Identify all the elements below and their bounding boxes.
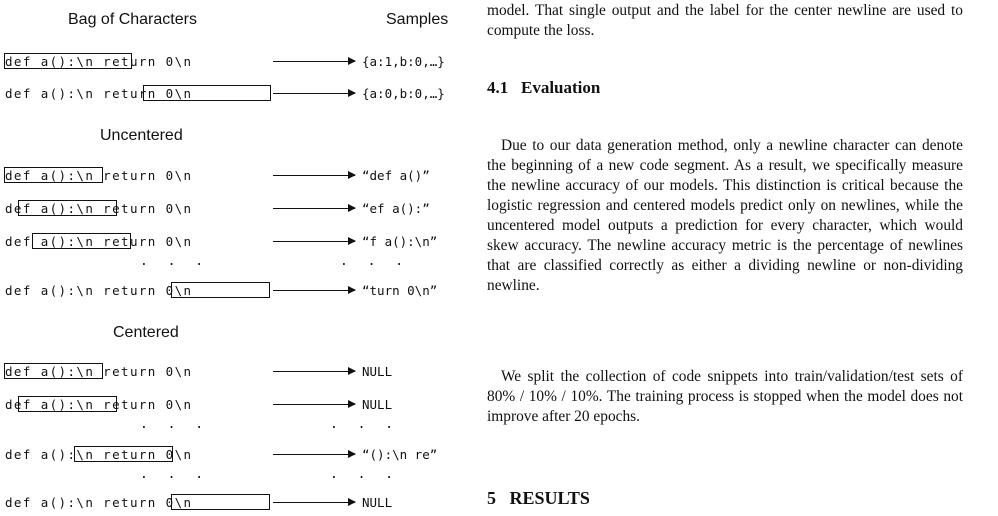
window-box [171, 494, 270, 510]
figure-row [5, 53, 475, 71]
sample-output: {a:0,b:0,…} [362, 86, 445, 101]
sample-output: “f a():\n” [362, 234, 438, 249]
window-box [18, 200, 117, 216]
ellipsis: . . . [330, 467, 400, 482]
arrow-icon [273, 208, 355, 209]
sample-output: NULL [362, 397, 393, 412]
arrow-icon [273, 502, 355, 503]
figure-row [5, 446, 475, 464]
arrow-icon [273, 61, 355, 62]
figure-row [5, 396, 475, 414]
code-line: def a():\n return 0\n [5, 447, 193, 462]
sample-output: “def a()” [362, 168, 430, 183]
ellipsis: . . . [140, 417, 210, 432]
ellipsis: . . . [330, 417, 400, 432]
ellipsis: . . . [140, 467, 210, 482]
heading-samples: Samples [386, 11, 449, 28]
arrow-icon [273, 175, 355, 176]
arrow-icon [273, 290, 355, 291]
window-box [18, 396, 117, 412]
intro-paragraph: model. That single output and the label for the center newline are used to compute the loss. [487, 2, 963, 39]
code-line: def a():\n return 0\n [5, 168, 193, 183]
split-paragraph: We split the collection of code snippets into train/validation/test sets of 80% / 10% / 10%. The training process is stopped when the model does not improve after 20 epochs. [487, 368, 963, 425]
code-line: def a():\n return 0\n [5, 364, 193, 379]
code-line: def a():\n return 0\n [5, 234, 193, 249]
figure-row [5, 85, 475, 103]
section-number: 4.1 [487, 78, 509, 97]
sample-output: NULL [362, 495, 393, 510]
heading-bag-of-characters: Bag of Characters [68, 11, 197, 28]
window-box [4, 53, 132, 69]
window-box [143, 85, 271, 101]
section-title: RESULTS [509, 488, 590, 508]
window-box [4, 167, 103, 183]
section-heading-4-1 [487, 78, 600, 98]
arrow-icon [273, 93, 355, 94]
code-line: def a():\n return 0\n [5, 86, 193, 101]
arrow-icon [273, 241, 355, 242]
ellipsis: . . . [340, 254, 410, 269]
figure-row [5, 363, 475, 381]
figure-row [5, 167, 475, 185]
arrow-icon [273, 454, 355, 455]
section-title: Evaluation [521, 78, 601, 97]
code-line: def a():\n return 0\n [5, 283, 193, 298]
window-box [32, 233, 131, 249]
sample-output: {a:1,b:0,…} [362, 54, 445, 69]
section-number: 5 [487, 488, 496, 508]
window-box [4, 363, 103, 379]
sample-output: NULL [362, 364, 393, 379]
figure-row [5, 233, 475, 251]
code-line: def a():\n return 0\n [5, 495, 193, 510]
section-heading-5 [487, 488, 590, 509]
code-line: def a():\n return 0\n [5, 397, 193, 412]
figure-code-sampling [0, 0, 478, 516]
sample-output: “turn 0\n” [362, 283, 438, 298]
figure-row [5, 200, 475, 218]
arrow-icon [273, 371, 355, 372]
evaluation-paragraph: Due to our data generation method, only a newline character can denote the beginning of a new code segment. As a result, we specifically measure the newline accuracy of our models. This distinction is critical because the logistic regression and centered models predict only on newlines, while the uncentered model outputs a prediction for every character, which would skew accuracy. The newline accuracy metric is the percentage of newlines that are classified correctly as either a dividing newline or non-dividing newline. [487, 137, 963, 294]
heading-centered: Centered [113, 324, 179, 341]
figure-row [5, 494, 475, 512]
window-box [171, 282, 270, 298]
sample-output: “():\n re” [362, 447, 438, 462]
code-line: def a():\n return 0\n [5, 54, 193, 69]
arrow-icon [273, 404, 355, 405]
ellipsis: . . . [140, 254, 210, 269]
window-box [74, 446, 173, 462]
figure-row [5, 282, 475, 300]
sample-output: “ef a():” [362, 201, 430, 216]
heading-uncentered: Uncentered [100, 127, 183, 144]
code-line: def a():\n return 0\n [5, 201, 193, 216]
